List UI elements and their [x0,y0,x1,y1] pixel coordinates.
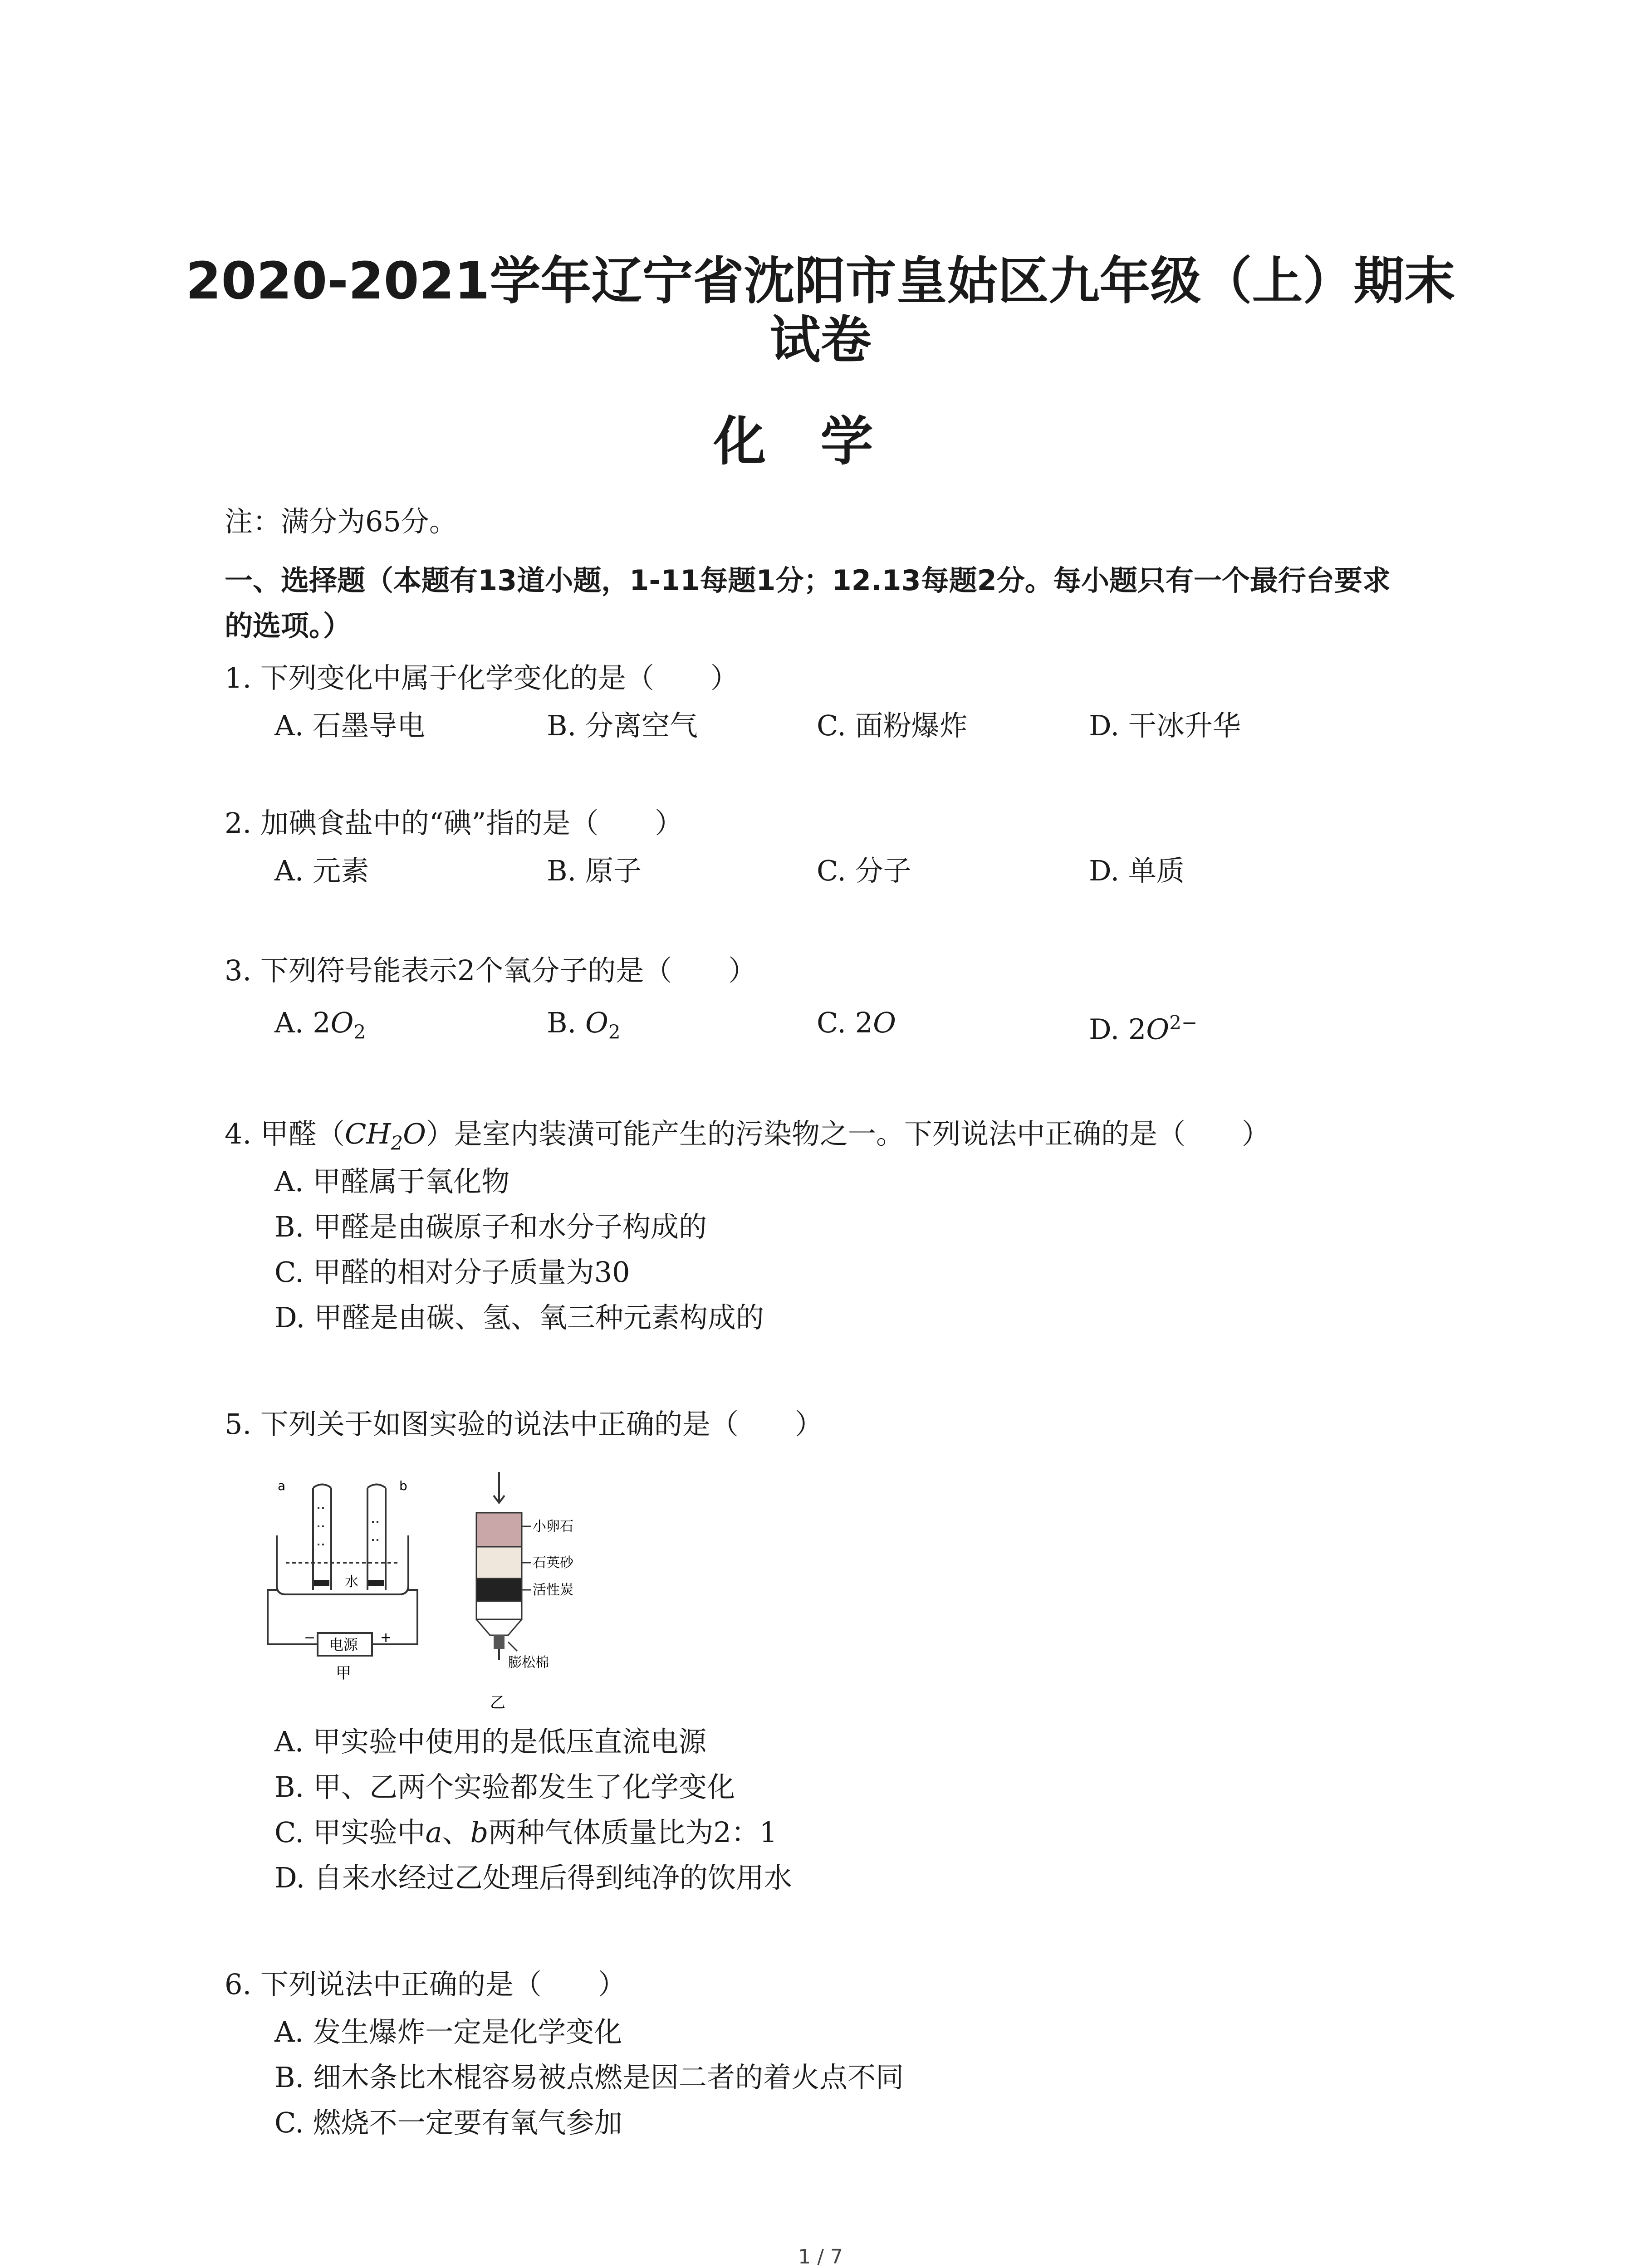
question-3-option-a [274,1005,366,1050]
exam-title-line1: 2020-2021学年辽宁省沈阳市皇姑区九年级（上）期末 [186,252,1455,311]
label-jia: 甲 [336,1664,351,1682]
question-2-stem: 2. 加碘食盐中的“碘”指的是（ ） [225,807,683,840]
question-5-option-d: D. 自来水经过乙处理后得到纯净的饮用水 [274,1861,792,1894]
section-heading-line1: 一、选择题（本题有13道小题，1-11每题1分；12.13每题2分。每小题只有一个最行台要求 [225,564,1391,597]
question-4-stem [225,1116,1270,1161]
option-b-subscript: 2 [608,1021,621,1043]
electrolysis-apparatus [268,1485,417,1656]
question-1-option-c: C. 面粉爆炸 [817,709,968,742]
option-c-label: C. [817,1006,855,1039]
question-5-option-c [274,1814,777,1851]
question-2-option-a: A. 元素 [274,854,369,887]
experiment-figure [263,1467,635,1726]
subject-title: 化学 [713,411,928,472]
gas-a: a [425,1816,442,1849]
stem-suffix: ）是室内装潢可能产生的污染物之一。下列说法中正确的是（ ） [426,1117,1270,1150]
electrode-left [314,1580,329,1586]
option-a-label: A. [274,1006,313,1039]
gas-b: b [470,1816,489,1849]
question-6-option-c: C. 燃烧不一定要有氧气参加 [274,2106,622,2139]
question-2-option-c: C. 分子 [817,854,911,887]
electrode-right [368,1580,384,1586]
option-c-prefix: C. 甲实验中 [274,1816,426,1849]
question-1-option-b: B. 分离空气 [547,709,698,742]
label-power-source: 电源 [329,1636,358,1653]
question-3-stem: 3. 下列符号能表示2个氧分子的是（ ） [225,954,757,987]
question-5-stem: 5. 下列关于如图实验的说法中正确的是（ ） [225,1408,823,1441]
question-1-stem: 1. 下列变化中属于化学变化的是（ ） [225,661,739,694]
label-pebbles: 小卵石 [533,1519,573,1535]
score-note: 注：满分为65分。 [225,505,457,538]
option-d-symbol: O [1146,1012,1170,1046]
option-c-coefficient: 2 [855,1006,873,1039]
page-number: 1 / 7 [798,2245,843,2268]
label-quartz-sand: 石英砂 [533,1555,573,1571]
option-a-symbol: O [330,1006,354,1039]
formula-o: O [403,1117,426,1150]
option-d-label: D. [1089,1012,1128,1046]
stem-prefix: 4. 甲醛（ [225,1117,345,1150]
question-4-option-d: D. 甲醛是由碳、氢、氧三种元素构成的 [274,1301,764,1334]
option-a-coefficient: 2 [313,1006,331,1039]
separator: 、 [442,1816,470,1849]
label-a: a [278,1478,286,1493]
question-6-stem: 6. 下列说法中正确的是（ ） [225,1968,626,2001]
question-3-option-c [817,1005,896,1041]
formula-subscript: 2 [391,1132,403,1154]
question-4-option-c: C. 甲醛的相对分子质量为30 [274,1256,630,1289]
option-b-symbol: O [585,1006,608,1039]
question-1-option-a: A. 石墨导电 [274,709,426,742]
option-a-subscript: 2 [353,1021,366,1043]
question-4-option-b: B. 甲醛是由碳原子和水分子构成的 [274,1210,707,1243]
option-b-label: B. [547,1006,585,1039]
label-b: b [399,1478,407,1493]
label-plus: + [380,1630,392,1646]
question-2-option-b: B. 原子 [547,854,642,887]
option-d-coefficient: 2 [1128,1012,1146,1046]
formula-ch: CH [344,1117,391,1150]
question-3-option-b [547,1005,621,1050]
option-c-symbol: O [873,1006,896,1039]
option-d-superscript: 2− [1169,1012,1198,1034]
question-6-option-b: B. 细木条比木棍容易被点燃是因二者的着火点不同 [274,2061,904,2094]
exam-title-line2: 试卷 [769,311,872,370]
label-cotton: 膨松棉 [508,1655,549,1671]
water-filter [476,1472,522,1660]
question-5-option-b: B. 甲、乙两个实验都发生了化学变化 [274,1770,735,1804]
question-3-option-d [1089,1005,1197,1048]
question-2-option-d: D. 单质 [1089,854,1185,887]
question-4-option-a: A. 甲醛属于氧化物 [274,1165,510,1198]
label-water: 水 [345,1574,358,1590]
question-6-option-a: A. 发生爆炸一定是化学变化 [274,2015,622,2048]
label-activated-carbon: 活性炭 [533,1582,573,1598]
section-heading-line2: 的选项。） [225,609,352,642]
label-minus: − [304,1630,316,1646]
label-yi: 乙 [490,1694,505,1712]
question-5-option-a: A. 甲实验中使用的是低压直流电源 [274,1725,707,1758]
question-1-option-d: D. 干冰升华 [1089,709,1241,742]
option-c-suffix: 两种气体质量比为2：1 [488,1816,778,1849]
